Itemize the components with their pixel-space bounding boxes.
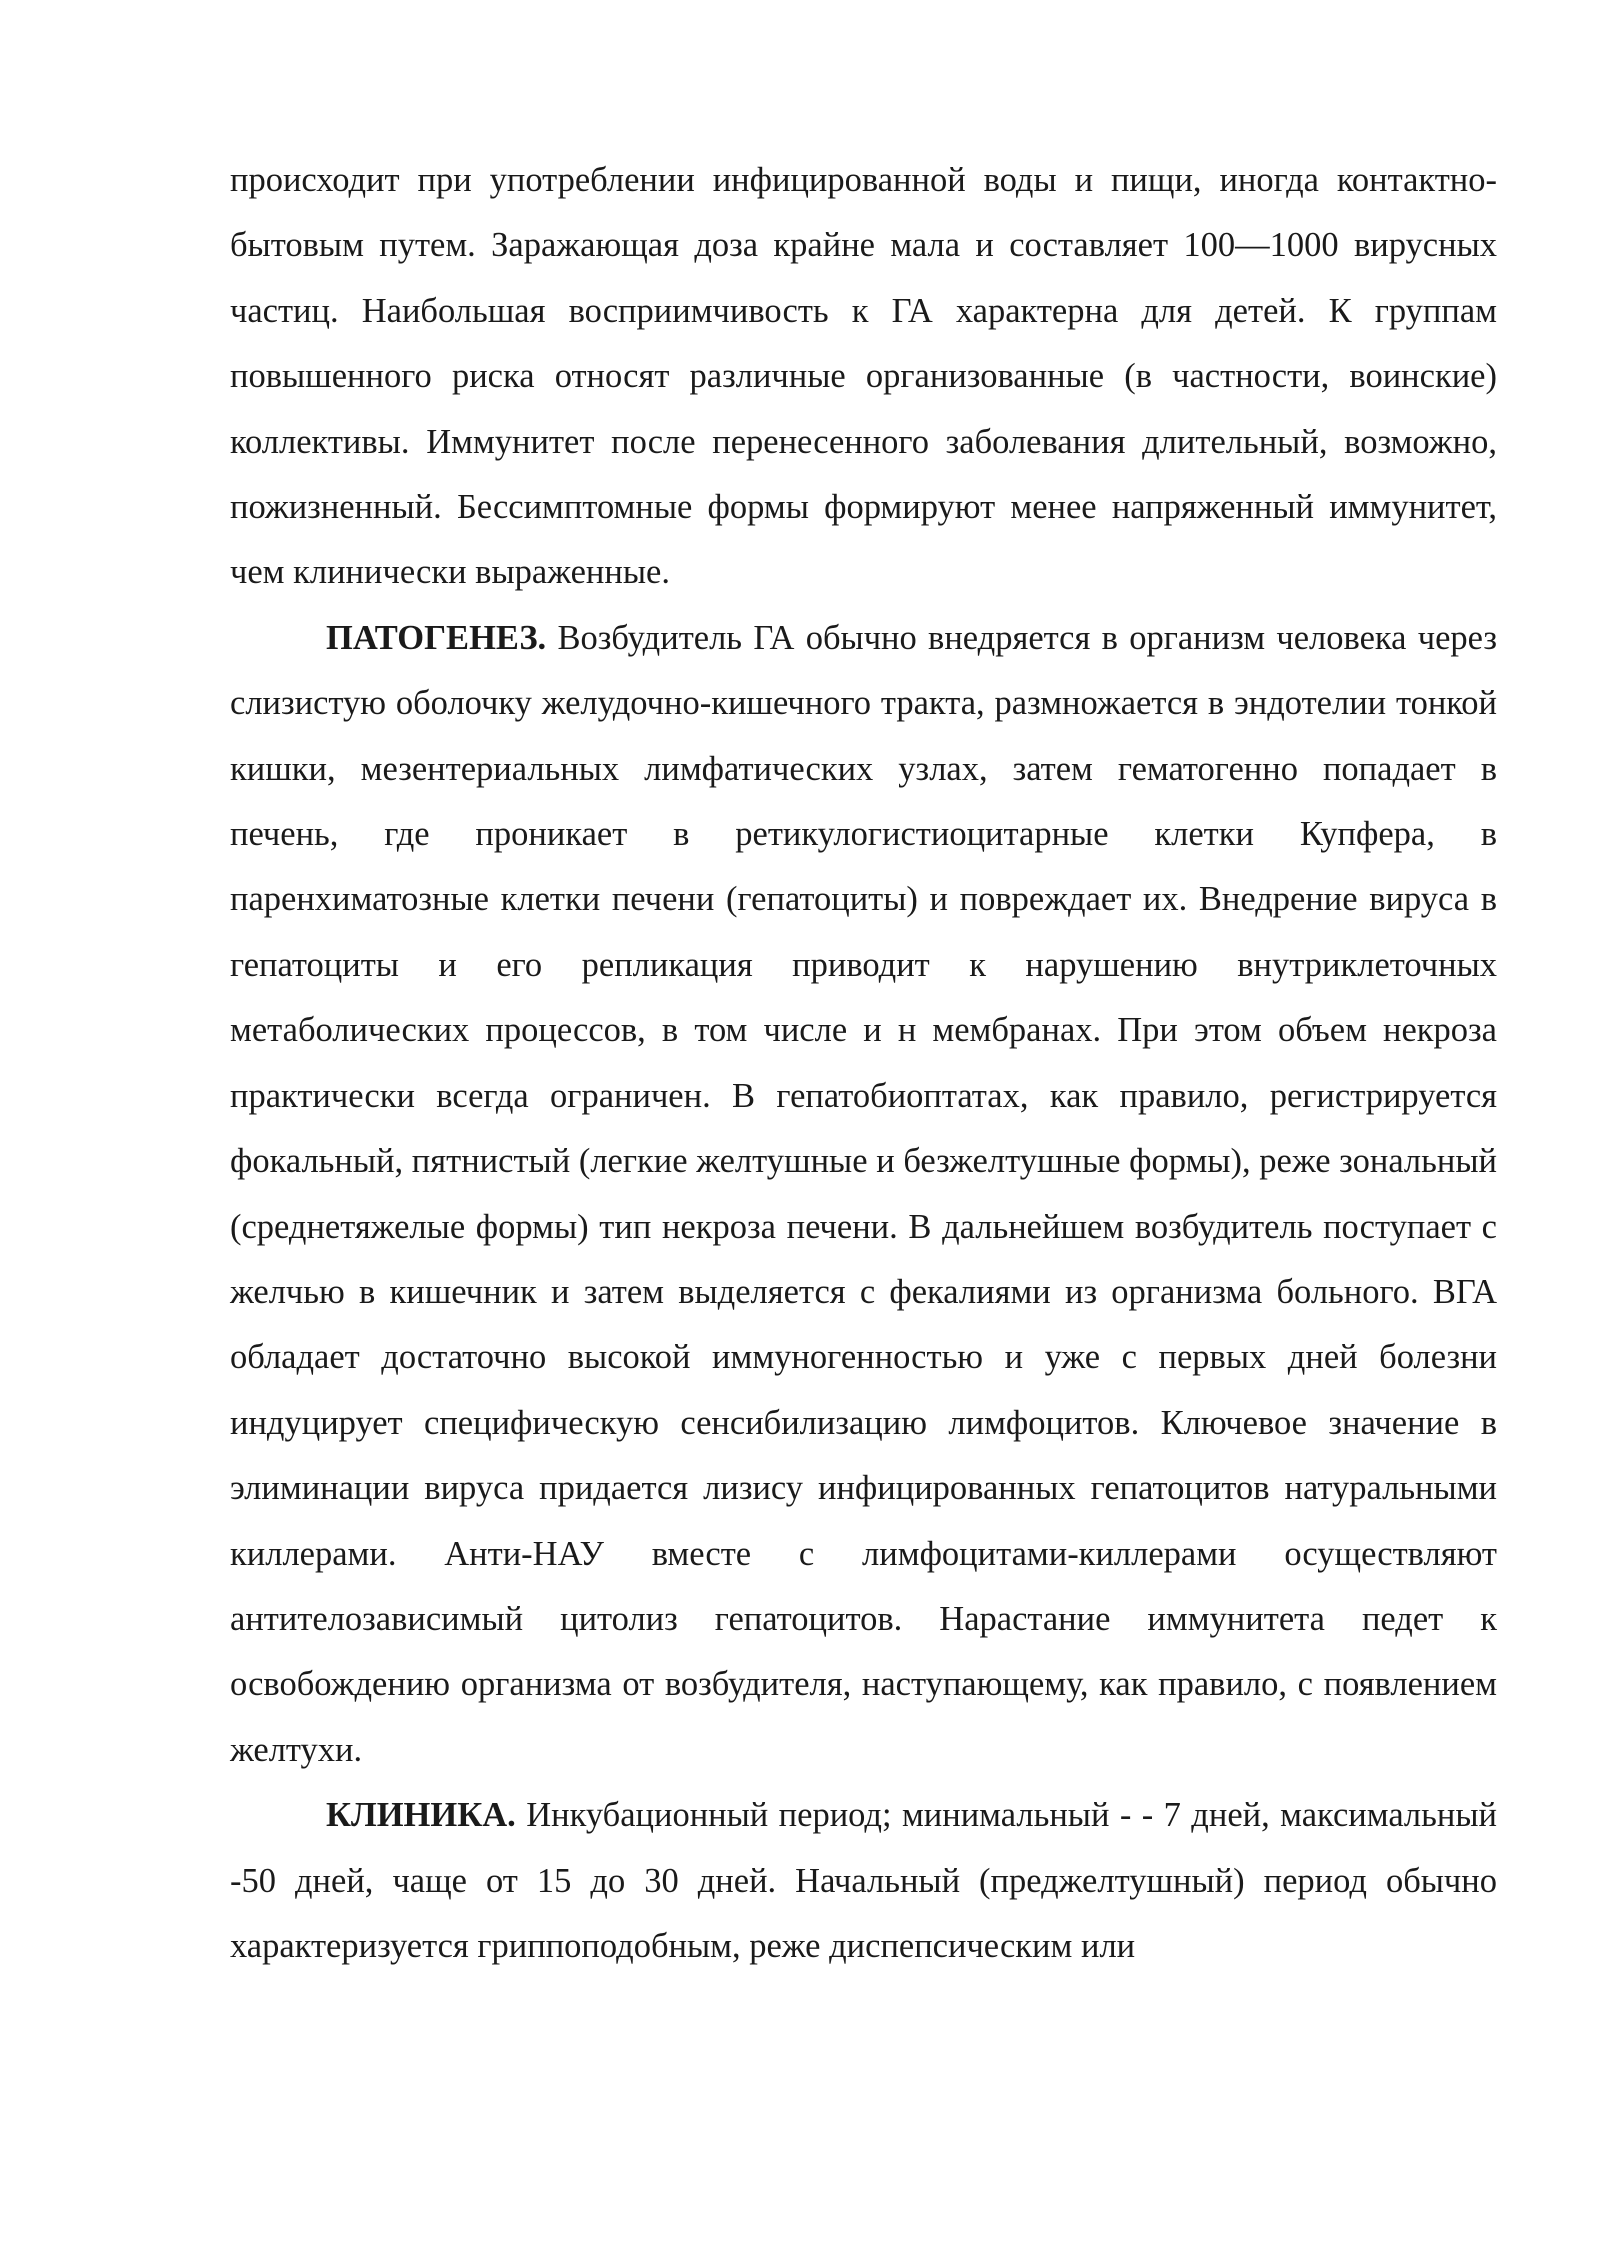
- paragraph-pathogenesis: [230, 606, 1497, 1783]
- section-heading-pathogenesis: ПАТОГЕНЕЗ.: [326, 618, 547, 657]
- paragraph-text: Возбудитель ГА обычно внедряется в организм человека через слизистую оболочку желудочно-кишечного тракта, размножается в эндотелии тонкой кишки, мезентериальных лимфатических узлах, затем гематогенно попадает в печень, где проникает в ретикулогистиоцитарные клетки Купфера, в паренхиматозные клетки печени (гепатоциты) и повреждает их. Внедрение вируса в гепатоциты и его репликация приводит к нарушению внутриклеточных метаболических процессов, в том числе и н мембранах. При этом объем некроза практически всегда ограничен. В гепатобиоптатах, как правило, регистрируется фокальный, пятнистый (легкие желтушные и безжелтушные формы), реже зональный (среднетяжелые формы) тип некроза печени. В дальнейшем возбудитель поступает с желчью в кишечник и затем выделяется с фекалиями из организма больного. ВГА обладает достаточно высокой иммуногенностью и уже с первых дней болезни индуцирует специфическую сенсибилизацию лимфоцитов. Ключевое значение в элиминации вируса придается лизису инфицированных гепатоцитов натуральными киллерами. Анти-НАУ вместе с лимфоцитами-киллерами осуществляют антителозависимый цитолиз гепатоцитов. Нарастание иммунитета педет к освобождению организма от возбудителя, наступающему, как правило, с появлением желтухи.: [230, 618, 1497, 1769]
- paragraph-text: Инкубационный период; минимальный - - 7 дней, максимальный -50 дней, чаще от 15 до 30 дней. Начальный (преджелтушный) период обычно характеризуется гриппоподобным, реже диспепсическим или: [230, 1796, 1497, 1965]
- paragraph-text: происходит при употреблении инфицированной воды и пищи, иногда контактно-бытовым путем. Заражающая доза крайне мала и составляет 100—1000 вирусных частиц. Наибольшая восприимчивость к ГА характерна для детей. К группам повышенного риска относят различные организованные (в частности, воинские) коллективы. Иммунитет после перенесенного заболевания длительный, возможно, пожизненный. Бессимптомные формы формируют менее напряженный иммунитет, чем клинически выраженные.: [230, 161, 1497, 592]
- section-heading-clinic: КЛИНИКА.: [326, 1796, 516, 1835]
- paragraph-clinic: [230, 1783, 1497, 1979]
- paragraph-transmission: [230, 148, 1497, 606]
- document-page: [230, 148, 1497, 1979]
